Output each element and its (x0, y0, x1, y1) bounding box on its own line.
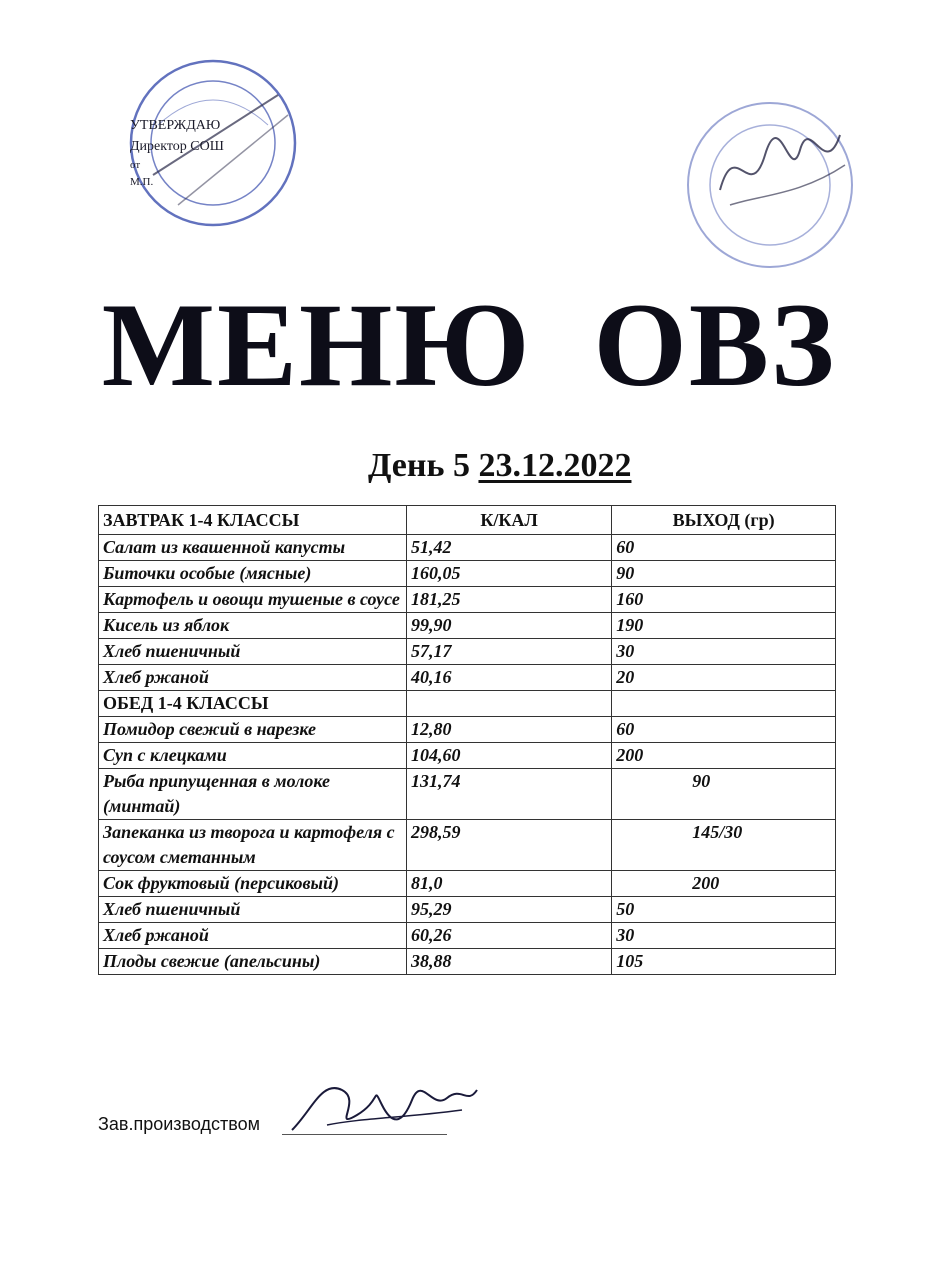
dish-yield: 60 (612, 717, 836, 743)
dish-kcal: 99,90 (406, 613, 611, 639)
menu-table (98, 505, 836, 975)
dish-name: Запеканка из творога и картофеля с соусом сметанным (99, 820, 407, 871)
table-row (99, 871, 836, 897)
dish-name: Плоды свежие (апельсины) (99, 949, 407, 975)
dish-kcal: 57,17 (406, 639, 611, 665)
dish-yield: 190 (612, 613, 836, 639)
table-row (99, 587, 836, 613)
table-row (99, 820, 836, 871)
dish-kcal: 131,74 (406, 769, 611, 820)
dish-kcal: 160,05 (406, 561, 611, 587)
table-row (99, 613, 836, 639)
dish-kcal: 104,60 (406, 743, 611, 769)
dish-name: Суп с клецками (99, 743, 407, 769)
approval-title: УТВЕРЖДАЮ (130, 118, 221, 133)
approval-mp: М.П. (130, 176, 154, 188)
day-date: 23.12.2022 (478, 447, 632, 484)
table-row (99, 639, 836, 665)
approval-director: Директор СОШ (130, 139, 224, 154)
dish-name: Биточки особые (мясные) (99, 561, 407, 587)
approval-date: от (130, 159, 141, 171)
section-header-breakfast: ЗАВТРАК 1-4 КЛАССЫ (99, 506, 407, 535)
dish-name: Хлеб ржаной (99, 923, 407, 949)
dish-kcal: 51,42 (406, 535, 611, 561)
day-heading (368, 444, 631, 488)
dish-name: Хлеб пшеничный (99, 639, 407, 665)
column-header-kcal: К/КАЛ (406, 506, 611, 535)
dish-yield: 105 (612, 949, 836, 975)
table-row (99, 535, 836, 561)
approval-block (130, 115, 224, 191)
table-row (99, 665, 836, 691)
dish-yield: 90 (612, 561, 836, 587)
dish-yield: 160 (612, 587, 836, 613)
dish-kcal: 298,59 (406, 820, 611, 871)
table-row (99, 949, 836, 975)
dish-name: Салат из квашенной капусты (99, 535, 407, 561)
signature-line (282, 1134, 447, 1135)
dish-yield: 200 (612, 743, 836, 769)
production-manager-label: Зав.производством (98, 1114, 260, 1134)
section-row-lunch (99, 691, 836, 717)
table-header-row (99, 506, 836, 535)
dish-name: Картофель и овощи тушеные в соусе (99, 587, 407, 613)
dish-yield: 90 (612, 769, 836, 820)
page-title: МЕНЮ ОВЗ (101, 278, 837, 411)
table-row (99, 897, 836, 923)
table-row (99, 717, 836, 743)
dish-kcal: 38,88 (406, 949, 611, 975)
dish-kcal: 60,26 (406, 923, 611, 949)
dish-yield: 50 (612, 897, 836, 923)
dish-kcal: 12,80 (406, 717, 611, 743)
dish-name: Кисель из яблок (99, 613, 407, 639)
dish-name: Хлеб пшеничный (99, 897, 407, 923)
dish-name: Рыба припущенная в молоке (минтай) (99, 769, 407, 820)
day-label: День 5 (368, 447, 470, 484)
section-header-lunch: ОБЕД 1-4 КЛАССЫ (99, 691, 407, 717)
table-row (99, 923, 836, 949)
round-seal-right (680, 95, 860, 275)
column-header-yield: ВЫХОД (гр) (612, 506, 836, 535)
dish-yield: 200 (612, 871, 836, 897)
dish-name: Сок фруктовый (персиковый) (99, 871, 407, 897)
dish-name: Помидор свежий в нарезке (99, 717, 407, 743)
dish-yield: 20 (612, 665, 836, 691)
dish-yield: 60 (612, 535, 836, 561)
empty-cell (612, 691, 836, 717)
dish-name: Хлеб ржаной (99, 665, 407, 691)
dish-yield: 145/30 (612, 820, 836, 871)
table-row (99, 769, 836, 820)
table-row (99, 561, 836, 587)
dish-kcal: 95,29 (406, 897, 611, 923)
empty-cell (406, 691, 611, 717)
dish-yield: 30 (612, 639, 836, 665)
dish-kcal: 181,25 (406, 587, 611, 613)
dish-kcal: 81,0 (406, 871, 611, 897)
dish-kcal: 40,16 (406, 665, 611, 691)
table-row (99, 743, 836, 769)
dish-yield: 30 (612, 923, 836, 949)
handwritten-signature (282, 1070, 482, 1140)
